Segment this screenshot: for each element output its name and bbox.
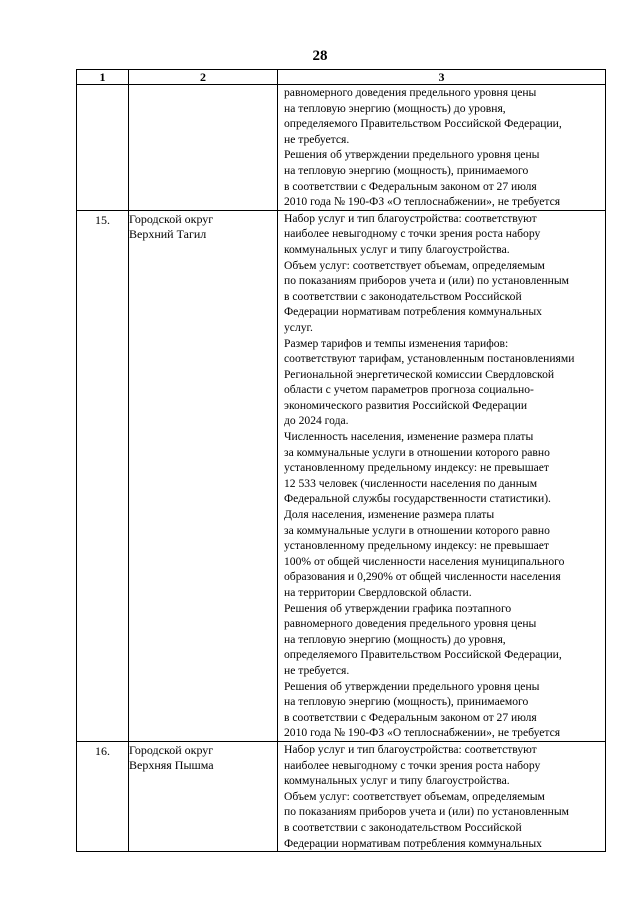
- description-line: Доля населения, изменение размера платы: [284, 508, 495, 522]
- description-line: Размер тарифов и темпы изменения тарифов:: [284, 336, 509, 350]
- municipality-name: [129, 85, 278, 211]
- description-line: услуг.: [284, 320, 313, 334]
- municipality-name: [129, 210, 278, 741]
- description-line: на тепловую энергию (мощность) до уровня,: [284, 101, 506, 115]
- description-line: наиболее невыгодному с точки зрения роста набору: [284, 758, 541, 772]
- municipality-name: [129, 741, 278, 851]
- description-line: образования и 0,290% от общей численности населения: [284, 570, 561, 584]
- description-line: экономического развития Российской Федерации: [284, 398, 528, 412]
- description-line: определяемого Правительством Российской Федерации,: [284, 648, 562, 662]
- description-line: до 2024 года.: [284, 414, 349, 428]
- description-line: Набор услуг и тип благоустройства: соответствуют: [284, 211, 537, 225]
- description-line: Набор услуг и тип благоустройства: соответствуют: [284, 742, 537, 756]
- description-line: области с учетом параметров прогноза социально-: [284, 383, 534, 397]
- description-line: коммунальных услуг и типу благоустройства.: [284, 774, 510, 788]
- description-line: 2010 года № 190-ФЗ «О теплоснабжении», не требуется: [284, 195, 561, 209]
- municipality-name-line: Верхняя Пышма: [129, 757, 214, 772]
- row-number: [77, 85, 129, 211]
- description-line: Федерации нормативам потребления коммунальных: [284, 305, 542, 319]
- description-line: коммунальных услуг и типу благоустройства.: [284, 242, 510, 256]
- description-line: определяемого Правительством Российской Федерации,: [284, 117, 562, 131]
- description-line: Объем услуг: соответствует объемам, определяемым: [284, 258, 545, 272]
- description-line: по показаниям приборов учета и (или) по установленным: [284, 274, 570, 288]
- description-line: на тепловую энергию (мощность), принимаемого: [284, 695, 529, 709]
- description-line: соответствуют тарифам, установленным постановлениями: [284, 352, 575, 366]
- description-line: Федерации нормативам потребления коммунальных: [284, 836, 542, 850]
- description-line: не требуется.: [284, 132, 350, 146]
- description-line: Решения об утверждении предельного уровня цены: [284, 148, 540, 162]
- description-line: на тепловую энергию (мощность) до уровня,: [284, 632, 506, 646]
- description-cell: [278, 85, 606, 211]
- row-number: 16.: [77, 741, 129, 851]
- description-line: 12 533 человек (численности населения по данным: [284, 476, 538, 490]
- description-line: за коммунальные услуги в отношении которого равно: [284, 523, 550, 537]
- table-header-row: [77, 70, 606, 85]
- table-row: [77, 85, 606, 211]
- description-line: в соответствии с Федеральным законом от 27 июля: [284, 179, 537, 193]
- description-line: на тепловую энергию (мощность), принимаемого: [284, 163, 529, 177]
- header-col-1: 1: [77, 70, 129, 85]
- header-col-2: 2: [129, 70, 278, 85]
- description-line: в соответствии с законодательством Российской: [284, 289, 522, 303]
- description-cell: [278, 210, 606, 741]
- description-cell: [278, 741, 606, 851]
- tariff-table: [76, 69, 606, 852]
- description-line: Численность населения, изменение размера платы: [284, 430, 534, 444]
- row-number: 15.: [77, 210, 129, 741]
- description-line: равномерного доведения предельного уровня цены: [284, 86, 537, 99]
- description-line: по показаниям приборов учета и (или) по установленным: [284, 805, 570, 819]
- description-line: не требуется.: [284, 663, 350, 677]
- table-row: [77, 210, 606, 741]
- municipality-name-line: Верхний Тагил: [129, 226, 207, 241]
- description-line: Решения об утверждении графика поэтапного: [284, 601, 512, 615]
- description-line: Федеральной службы государственности статистики).: [284, 492, 551, 506]
- table-row: [77, 741, 606, 851]
- description-line: Региональной энергетической комиссии Свердловской: [284, 367, 555, 381]
- description-line: на территории Свердловской области.: [284, 586, 472, 599]
- municipality-name-line: Городской округ: [129, 211, 214, 226]
- description-line: за коммунальные услуги в отношении которого равно: [284, 445, 550, 459]
- description-line: в соответствии с законодательством Российской: [284, 820, 522, 834]
- page-number: 28: [312, 48, 328, 64]
- description-line: установленному предельному индексу: не превышает: [284, 461, 549, 475]
- description-line: установленному предельному индексу: не превышает: [284, 539, 549, 553]
- description-line: равномерного доведения предельного уровня цены: [284, 617, 537, 631]
- description-line: в соответствии с Федеральным законом от 27 июля: [284, 710, 537, 724]
- description-line: Объем услуг: соответствует объемам, определяемым: [284, 789, 545, 803]
- header-col-3: 3: [278, 70, 606, 85]
- description-line: наиболее невыгодному с точки зрения роста набору: [284, 227, 541, 241]
- description-line: 2010 года № 190-ФЗ «О теплоснабжении», не требуется: [284, 726, 561, 740]
- municipality-name-line: Городской округ: [129, 742, 214, 757]
- description-line: Решения об утверждении предельного уровня цены: [284, 679, 540, 693]
- description-line: 100% от общей численности населения муниципального: [284, 554, 565, 568]
